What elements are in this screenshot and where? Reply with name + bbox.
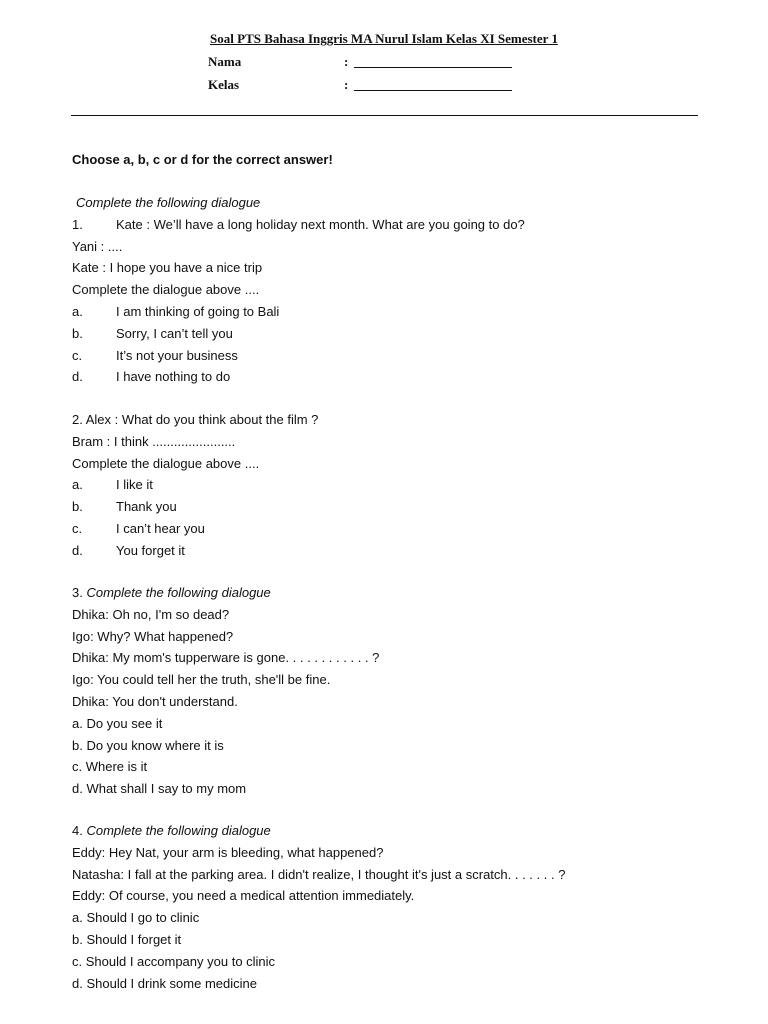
q3-option-d[interactable]: d. What shall I say to my mom bbox=[72, 781, 247, 797]
question-2 bbox=[72, 409, 712, 562]
name-blank-line[interactable] bbox=[354, 67, 512, 68]
section-intro: Complete the following dialogue bbox=[76, 195, 261, 210]
instruction-text: Choose a, b, c or d for the correct answer! bbox=[72, 152, 333, 167]
q2-option-d[interactable]: d. You forget it bbox=[72, 542, 185, 558]
class-blank-line[interactable] bbox=[354, 90, 512, 91]
q2-option-b[interactable]: b. Thank you bbox=[72, 499, 177, 515]
question-4 bbox=[72, 820, 712, 994]
q3-line: Dhika: My mom's tupperware is gone. . . . . . . . . . . . ? bbox=[72, 650, 380, 666]
q3-option-b[interactable]: b. Do you know where it is bbox=[72, 737, 224, 753]
q1-option-b[interactable]: b. Sorry, I can’t tell you bbox=[72, 325, 233, 341]
q4-line: Natasha: I fall at the parking area. I didn't realize, I thought it's just a scratch. . . . . . . ? bbox=[72, 866, 566, 882]
q4-number: 4. bbox=[72, 823, 83, 838]
q4-heading-text: Complete the following dialogue bbox=[86, 823, 271, 838]
q1-line2: Yani : .... bbox=[72, 238, 123, 254]
q4-line: Eddy: Hey Nat, your arm is bleeding, what happened? bbox=[72, 844, 384, 860]
q1-prompt: Complete the dialogue above .... bbox=[72, 282, 260, 298]
header-divider bbox=[71, 115, 698, 116]
page-title: Soal PTS Bahasa Inggris MA Nurul Islam Kelas XI Semester 1 bbox=[210, 31, 558, 46]
q4-option-c[interactable]: c. Should I accompany you to clinic bbox=[72, 953, 276, 969]
q3-line: Dhika: Oh no, I'm so dead? bbox=[72, 606, 230, 622]
q3-line: Igo: Why? What happened? bbox=[72, 628, 234, 644]
q3-heading-text: Complete the following dialogue bbox=[86, 585, 271, 600]
class-colon: : bbox=[344, 77, 349, 92]
q1-option-a[interactable]: a. I am thinking of going to Bali bbox=[72, 303, 280, 319]
name-colon: : bbox=[344, 54, 349, 69]
q4-option-a[interactable]: a. Should I go to clinic bbox=[72, 910, 200, 926]
q3-line: Dhika: You don't understand. bbox=[72, 693, 238, 709]
q1-line3: Kate : I hope you have a nice trip bbox=[72, 260, 263, 276]
q1-option-c[interactable]: c. It’s not your business bbox=[72, 347, 238, 363]
q1-line1 bbox=[72, 214, 712, 236]
q3-number: 3. bbox=[72, 585, 83, 600]
q3-line: Igo: You could tell her the truth, she'll be fine. bbox=[72, 672, 331, 688]
q1-option-d[interactable]: d. I have nothing to do bbox=[72, 369, 231, 385]
q2-prompt: Complete the dialogue above .... bbox=[72, 455, 260, 471]
name-label: Nama bbox=[208, 54, 242, 69]
q3-option-a[interactable]: a. Do you see it bbox=[72, 715, 163, 731]
q2-option-a[interactable]: a. I like it bbox=[72, 477, 153, 493]
q2-option-c[interactable]: c. I can’t hear you bbox=[72, 520, 205, 536]
q4-option-d[interactable]: d. Should I drink some medicine bbox=[72, 975, 257, 991]
question-3 bbox=[72, 582, 712, 800]
q4-option-b[interactable]: b. Should I forget it bbox=[72, 931, 182, 947]
class-label: Kelas bbox=[208, 77, 240, 92]
q1-line1-text: Kate : We’ll have a long holiday next month. What are you going to do? bbox=[116, 216, 525, 232]
q4-heading bbox=[72, 820, 712, 842]
q2-line2: Bram : I think ....................... bbox=[72, 433, 236, 449]
q1-number: 1. bbox=[72, 216, 83, 232]
question-1 bbox=[72, 192, 712, 388]
q2-line1: 2. Alex : What do you think about the film ? bbox=[72, 412, 319, 427]
q3-heading bbox=[72, 582, 712, 604]
q3-option-c[interactable]: c. Where is it bbox=[72, 759, 148, 775]
q4-line: Eddy: Of course, you need a medical attention immediately. bbox=[72, 888, 415, 904]
